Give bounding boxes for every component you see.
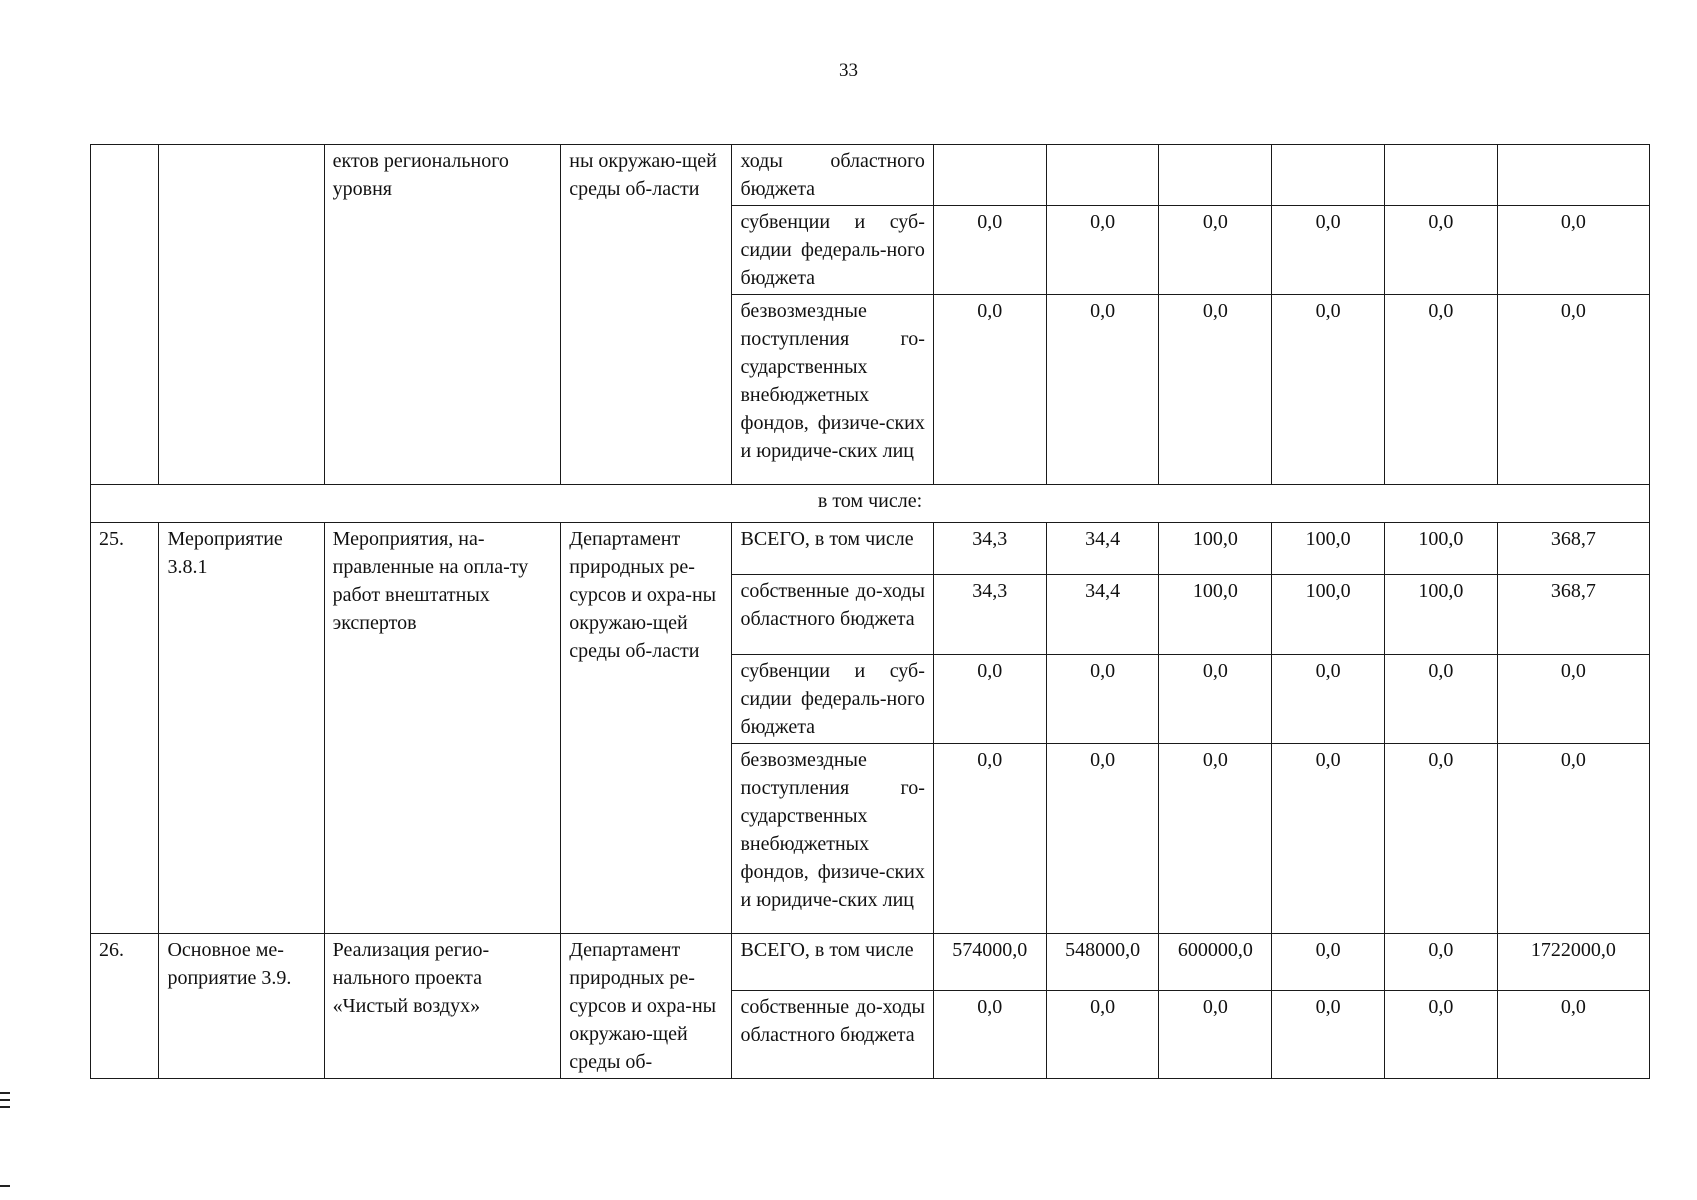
value-cell: 0,0 [933,744,1046,934]
value-cell: 0,0 [1159,744,1272,934]
value-cell: 0,0 [1385,991,1498,1079]
executor-cell: Департамент природных ре-сурсов и охра-ны окружаю-щей среды об- [561,934,732,1079]
value-cell: 368,7 [1497,523,1649,575]
source-cell: ВСЕГО, в том числе [732,934,933,991]
value-cell: 100,0 [1385,575,1498,655]
executor-cell: ны окружаю-щей среды об-ласти [561,145,732,485]
code-cell: Основное ме-роприятие 3.9. [159,934,324,1079]
value-cell: 0,0 [1385,744,1498,934]
value-cell: 34,4 [1046,523,1159,575]
value-cell: 0,0 [1159,206,1272,295]
source-cell: собственные до-ходы областного бюджета [732,575,933,655]
value-cell [1497,145,1649,206]
source-cell: субвенции и суб-сидии федераль-ного бюджета [732,655,933,744]
table-row [91,523,1650,575]
value-cell: 548000,0 [1046,934,1159,991]
value-cell: 34,3 [933,575,1046,655]
name-cell: Реализация регио-нального проекта «Чистый воздух» [324,934,561,1079]
value-cell: 0,0 [1497,295,1649,485]
row-number-cell [91,145,159,485]
source-cell: ВСЕГО, в том числе [732,523,933,575]
value-cell: 100,0 [1159,575,1272,655]
subheader-cell: в том числе: [91,485,1650,523]
value-cell: 0,0 [1497,991,1649,1079]
value-cell [1272,145,1385,206]
value-cell: 0,0 [1272,991,1385,1079]
page-number: 33 [839,60,858,81]
value-cell: 0,0 [1046,991,1159,1079]
source-cell: субвенции и суб-сидии федераль-ного бюджета [732,206,933,295]
row-number-cell: 26. [91,934,159,1079]
value-cell: 100,0 [1272,575,1385,655]
value-cell: 0,0 [1272,655,1385,744]
margin-mark [0,1185,10,1187]
value-cell: 0,0 [1497,655,1649,744]
value-cell: 0,0 [1272,206,1385,295]
value-cell [1046,145,1159,206]
value-cell: 0,0 [1385,295,1498,485]
value-cell [1385,145,1498,206]
value-cell: 0,0 [933,206,1046,295]
table-row [91,485,1650,523]
value-cell: 368,7 [1497,575,1649,655]
source-cell: ходы областного бюджета [732,145,933,206]
code-cell [159,145,324,485]
value-cell: 0,0 [1159,991,1272,1079]
value-cell: 0,0 [933,655,1046,744]
value-cell: 0,0 [933,295,1046,485]
value-cell: 0,0 [1046,206,1159,295]
value-cell: 0,0 [1046,295,1159,485]
value-cell: 0,0 [1497,206,1649,295]
value-cell: 34,3 [933,523,1046,575]
value-cell: 600000,0 [1159,934,1272,991]
value-cell [933,145,1046,206]
value-cell: 0,0 [1272,295,1385,485]
value-cell: 100,0 [1272,523,1385,575]
table-row [91,934,1650,991]
value-cell: 100,0 [1159,523,1272,575]
margin-mark [0,1092,10,1094]
source-cell: безвозмездные поступления го-сударственных внебюджетных фондов, физиче-ских и юридиче-ских лиц [732,295,933,485]
value-cell: 0,0 [1385,206,1498,295]
value-cell: 0,0 [933,991,1046,1079]
value-cell [1159,145,1272,206]
value-cell: 0,0 [1272,934,1385,991]
code-cell: Мероприятие 3.8.1 [159,523,324,934]
margin-mark [0,1099,10,1101]
executor-cell: Департамент природных ре-сурсов и охра-ны окружаю-щей среды об-ласти [561,523,732,934]
value-cell: 100,0 [1385,523,1498,575]
name-cell: ектов регионального уровня [324,145,561,485]
value-cell: 0,0 [1159,655,1272,744]
value-cell: 0,0 [1159,295,1272,485]
value-cell: 574000,0 [933,934,1046,991]
budget-table [90,144,1650,1079]
value-cell: 0,0 [1046,655,1159,744]
margin-mark [0,1106,10,1108]
value-cell: 1722000,0 [1497,934,1649,991]
value-cell: 0,0 [1272,744,1385,934]
source-cell: собственные до-ходы областного бюджета [732,991,933,1079]
table-row [91,145,1650,206]
value-cell: 0,0 [1385,655,1498,744]
value-cell: 0,0 [1497,744,1649,934]
value-cell: 0,0 [1385,934,1498,991]
row-number-cell: 25. [91,523,159,934]
source-cell: безвозмездные поступления го-сударственных внебюджетных фондов, физиче-ских и юридиче-ских лиц [732,744,933,934]
name-cell: Мероприятия, на-правленные на опла-ту работ внештатных экспертов [324,523,561,934]
value-cell: 0,0 [1046,744,1159,934]
value-cell: 34,4 [1046,575,1159,655]
